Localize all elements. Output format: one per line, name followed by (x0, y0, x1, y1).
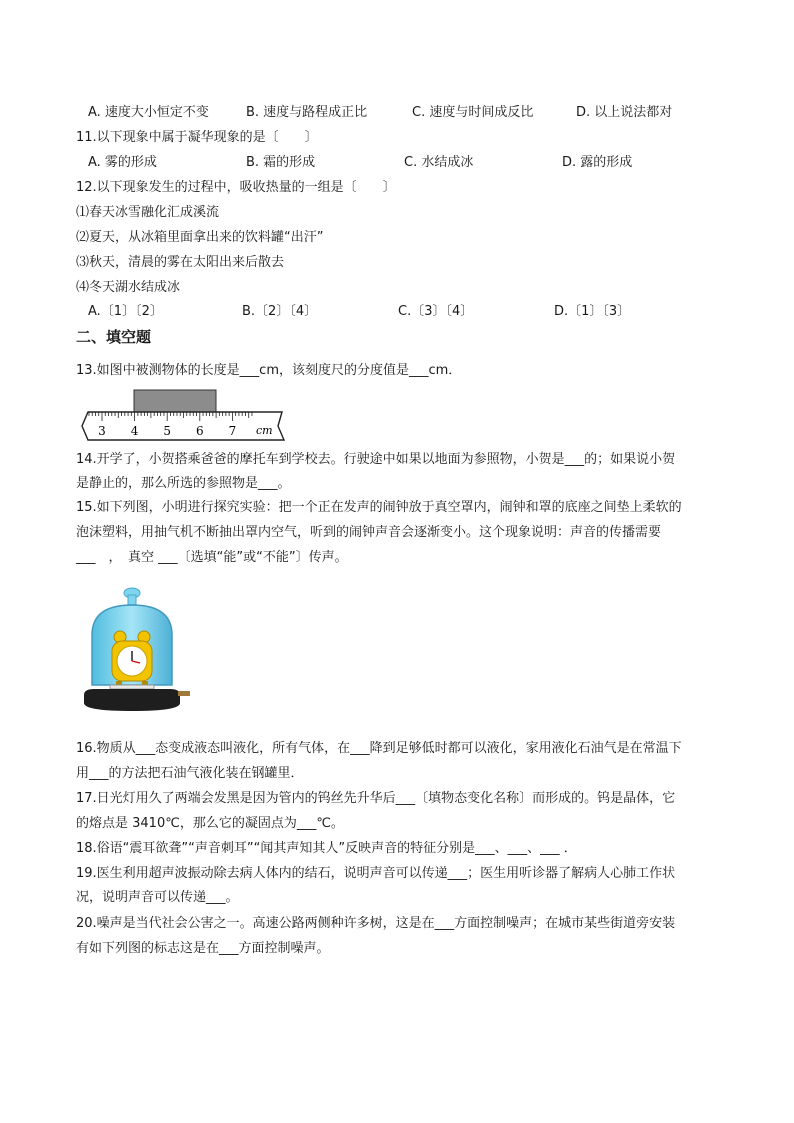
q12-item-2: ⑵夏天，从冰箱里面拿出来的饮料罐“出汗” (76, 230, 324, 245)
ruler-tick-label: 4 (130, 424, 139, 438)
q18-line-1: 18.俗语“震耳欲聋”“声音刺耳”“闻其声知其人”反映声音的特征分别是___、___、___ ． (76, 841, 577, 856)
q12-option-d: D.〔1〕〔3〕 (554, 304, 631, 319)
ruler-tick-label: 6 (195, 424, 204, 438)
q12-option-c: C.〔3〕〔4〕 (398, 304, 474, 319)
q20-line-1: 20.噪声是当代社会公害之一。高速公路两侧种许多树，这是在___方面控制噪声；在城市某些街道旁安装 (76, 916, 676, 931)
jar-neck (128, 595, 136, 605)
q20-line-2: 有如下列图的标志这是在___方面控制噪声。 (76, 941, 330, 956)
bell-jar-figure (82, 585, 194, 723)
air-valve (178, 691, 190, 696)
q11-option-a: A. 雾的形成 (88, 155, 157, 170)
q12-item-4: ⑷冬天湖水结成冰 (76, 280, 181, 295)
q15-line-1: 15.如下列图，小明进行探究实验：把一个正在发声的闹钟放于真空罩内，闹钟和罩的底座之间垫上柔软的 (76, 500, 682, 515)
ruler-unit-label: cm (256, 424, 273, 437)
q17-line-2: 的熔点是 3410℃，那么它的凝固点为___℃。 (76, 816, 344, 831)
foam-pad (110, 685, 154, 689)
ruler-svg (76, 388, 288, 442)
measured-object (134, 390, 216, 412)
q10-option-c: C. 速度与时间成反比 (412, 105, 534, 120)
q17-line-1: 17.日光灯用久了两端会发黑是因为管内的钨丝先升华后___〔填物态变化名称〕而形成的。钨是晶体，它 (76, 791, 676, 806)
q12-stem: 12.以下现象发生的过程中，吸收热量的一组是〔 〕 (76, 180, 396, 195)
ruler-tick-label: 5 (163, 424, 172, 438)
q12-item-3: ⑶秋天，清晨的雾在太阳出来后散去 (76, 255, 285, 270)
q13-stem: 13.如图中被测物体的长度是___cm，该刻度尺的分度值是___cm． (76, 363, 462, 378)
q14-line-2: 是静止的，那么所选的参照物是___。 (76, 476, 291, 491)
q16-line-2: 用___的方法把石油气液化装在钢罐里． (76, 766, 304, 781)
ruler-tick-label: 3 (98, 424, 106, 438)
q16-line-1: 16.物质从___态变成液态叫液化，所有气体，在___降到足够低时都可以液化，家用液化石油气是在常温下 (76, 741, 682, 756)
q11-option-d: D. 露的形成 (562, 155, 633, 170)
q14-line-1: 14.开学了，小贺搭乘爸爸的摩托车到学校去。行驶途中如果以地面为参照物，小贺是___的；如果说小贺 (76, 452, 676, 467)
q12-option-a: A.〔1〕〔2〕 (88, 304, 163, 319)
ruler-body (82, 412, 284, 440)
q15-line-2: 泡沫塑料，用抽气机不断抽出罩内空气，听到的闹钟声音会逐渐变小。这个现象说明：声音的传播需要 (76, 525, 662, 540)
q11-option-b: B. 霜的形成 (246, 155, 316, 170)
q12-option-b: B.〔2〕〔4〕 (242, 304, 318, 319)
q10-option-d: D. 以上说法都对 (576, 105, 673, 120)
q19-line-1: 19.医生利用超声波振动除去病人体内的结石，说明声音可以传递___；医生用听诊器了解病人心肺工作状 (76, 866, 676, 881)
bell-jar-svg (82, 585, 194, 723)
q12-item-1: ⑴春天冰雪融化汇成溪流 (76, 205, 220, 220)
ruler-tick-label: 7 (228, 424, 237, 438)
q10-option-b: B. 速度与路程成正比 (246, 105, 368, 120)
q10-option-a: A. 速度大小恒定不变 (88, 105, 209, 120)
section-heading-fill-in: 二、填空题 (76, 328, 152, 346)
q11-stem: 11.以下现象中属于凝华现象的是〔 〕 (76, 130, 318, 145)
q15-line-3: ___ ， 真空 ___〔选填“能”或“不能”〕传声。 (76, 550, 348, 565)
ruler-figure (76, 388, 288, 442)
q19-line-2: 况，说明声音可以传递___。 (76, 890, 239, 905)
q11-option-c: C. 水结成冰 (404, 155, 474, 170)
jar-base (84, 689, 180, 711)
